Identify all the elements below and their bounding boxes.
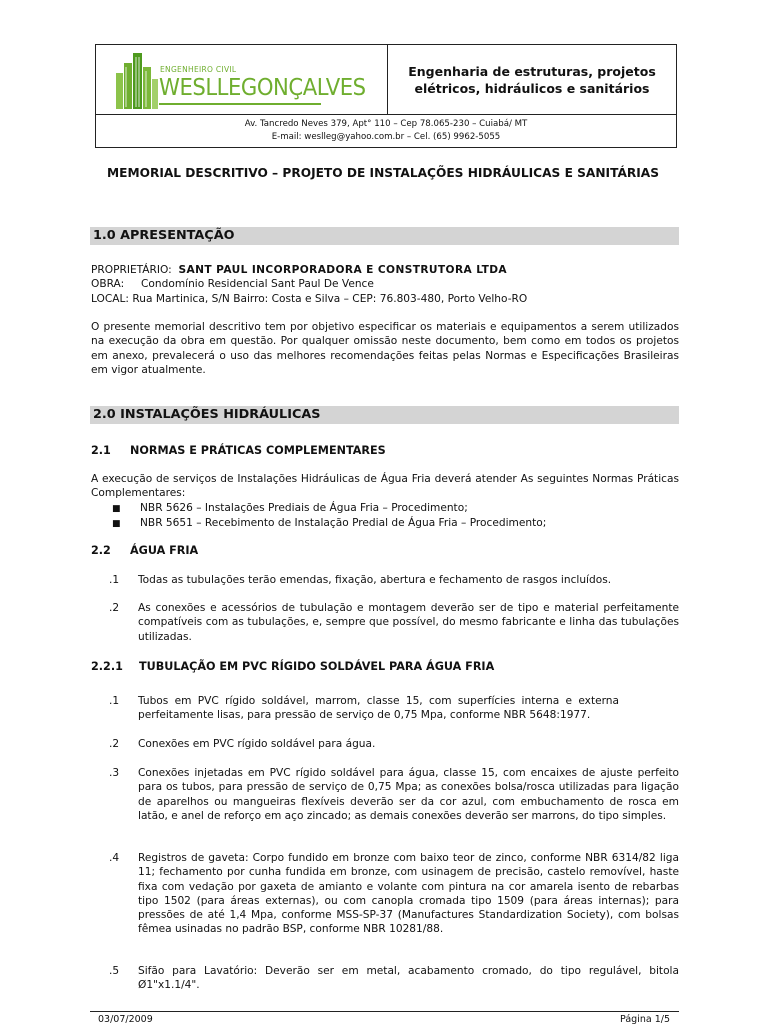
subsection-2-2-heading <box>91 544 198 557</box>
item-number: .4 <box>109 852 120 864</box>
item-number: .5 <box>109 965 120 977</box>
footer-divider <box>90 1011 679 1012</box>
company-email-phone: E-mail: weslleg@yahoo.com.br – Cel. (65) 9962-5055 <box>271 132 501 142</box>
list-item <box>91 737 679 751</box>
subsection-title: ÁGUA FRIA <box>130 544 199 557</box>
list-item <box>91 573 679 587</box>
buildings-icon <box>114 51 160 109</box>
list-item <box>91 601 679 644</box>
subsection-title: NORMAS E PRÁTICAS COMPLEMENTARES <box>130 444 386 457</box>
subsection-2-1-heading <box>91 444 386 457</box>
subsection-number: 2.2.1 <box>91 660 123 673</box>
item-text: Tubos em PVC rígido soldável, marrom, classe 15, com superfícies interna e externa perfeitamente lisas, para pressão de serviço de 0,75 Mpa, conforme NBR 5648:1977. <box>138 695 619 722</box>
section-heading-instalacoes: 2.0 INSTALAÇÕES HIDRÁULICAS <box>90 406 679 424</box>
company-address: Av. Tancredo Neves 379, Apt° 110 – Cep 78.065-230 – Cuiabá/ MT <box>244 119 528 129</box>
company-contact <box>96 114 676 148</box>
item-text: Todas as tubulações terão emendas, fixação, abertura e fechamento de rasgos incluídos. <box>138 574 612 586</box>
obra-line <box>91 277 679 291</box>
intro-paragraph: O presente memorial descritivo tem por objetivo especificar os materiais e equipamentos a serem utilizados na execução da obra em questão. Por qualquer omissão neste documento, bem como em todos os projetos em anexo, prevalecerá o uso das melhores recomendações feitas pelas Normas e Especificações Brasileiras em vigor atualmente. <box>91 321 679 376</box>
company-tagline: Engenharia de estruturas, projetos elétricos, hidráulicos e sanitários <box>408 63 656 96</box>
bullet-icon: ■ <box>112 519 121 530</box>
item-text: Conexões em PVC rígido soldável para água. <box>138 738 376 750</box>
page-number: Página 1/5 <box>620 1014 670 1024</box>
local-line <box>91 292 679 306</box>
subsection-number: 2.2 <box>91 544 111 557</box>
standards-intro: A execução de serviços de Instalações Hidráulicas de Água Fria deverá atender As seguintes Normas Práticas Complementares: <box>91 473 679 500</box>
list-item <box>91 694 679 723</box>
item-number: .1 <box>109 574 120 586</box>
logo-name: WESLLEGONÇALVES <box>159 75 366 101</box>
letterhead <box>95 44 677 148</box>
section-heading-apresentacao: 1.0 APRESENTAÇÃO <box>90 227 679 245</box>
document-title: MEMORIAL DESCRITIVO – PROJETO DE INSTALAÇÕES HIDRÁULICAS E SANITÁRIAS <box>107 166 660 180</box>
item-text: Conexões injetadas em PVC rígido soldável para água, classe 15, com encaixes de ajuste perfeito para os tubos, para pressão de serviço de 0,75 Mpa; as conexões bolsa/rosca utilizadas para ligação de aparelhos ou mangueiras flexíveis deverão ser da cor azul, com embuchamento de rosca em latão, e anel de reforço em aço zincado; as demais conexões deverão ser marrons, do tipo simples. <box>138 767 679 822</box>
footer-date: 03/07/2009 <box>98 1014 153 1024</box>
owner-label: PROPRIETÁRIO: <box>91 264 172 276</box>
local-label: LOCAL: <box>91 292 129 305</box>
list-item <box>91 964 679 993</box>
bullet-icon: ■ <box>112 504 121 514</box>
item-text: As conexões e acessórios de tubulação e montagem deverão ser de tipo e material perfeitamente compatíveis com as tubulações, e, sempre que possível, do mesmo fabricante e linha das tubulações utilizadas. <box>138 602 679 643</box>
owner-line <box>91 263 679 277</box>
subsection-title: TUBULAÇÃO EM PVC RÍGIDO SOLDÁVEL PARA ÁGUA FRIA <box>139 660 495 673</box>
item-number: .2 <box>109 602 120 614</box>
subsection-2-2-1-heading <box>91 660 494 673</box>
logo-subtitle: ENGENHEIRO CIVIL <box>160 65 237 74</box>
list-item: ■ NBR 5626 – Instalações Prediais de Água Fria – Procedimento; <box>112 501 546 516</box>
item-number: .2 <box>109 738 120 750</box>
obra-label: OBRA: <box>91 278 125 291</box>
subsection-number: 2.1 <box>91 444 111 457</box>
owner-value: SANT PAUL INCORPORADORA E CONSTRUTORA LTDA <box>178 264 508 276</box>
local-value: Rua Martinica, S/N Bairro: Costa e Silva – CEP: 76.803-480, Porto Velho-RO <box>132 292 528 305</box>
company-logo <box>96 45 388 114</box>
project-info <box>91 263 679 306</box>
standards-list <box>112 501 546 532</box>
item-number: .3 <box>109 767 120 779</box>
item-number: .1 <box>109 695 120 707</box>
obra-value: Condomínio Residencial Sant Paul De Vence <box>141 278 374 291</box>
list-item <box>91 766 679 823</box>
item-text: Sifão para Lavatório: Deverão ser em metal, acabamento cromado, do tipo regulável, bitola Ø1"x1.1/4". <box>138 965 679 992</box>
list-item <box>91 851 679 937</box>
logo-underline <box>159 103 321 105</box>
item-text: Registros de gaveta: Corpo fundido em bronze com baixo teor de zinco, conforme NBR 6314/82 liga 11; fechamento por cunha fundida em bronze, com usinagem de precisão, castelo removível, haste fixa com vedação por gaxeta de amianto e volante com pintura na cor amarela isento de rebarbas tipo 1502 (para áreas externas), ou com canopla cromada tipo 1509 (para áreas internas); para pressões de até 1,4 Mpa, conforme MSS-SP-37 (Manufactures Standardization Society), com bolsas fêmea usinadas no padrão BSP, conforme NBR 10281/88. <box>138 852 679 936</box>
list-item: ■ NBR 5651 – Recebimento de Instalação Predial de Água Fria – Procedimento; <box>112 516 546 531</box>
